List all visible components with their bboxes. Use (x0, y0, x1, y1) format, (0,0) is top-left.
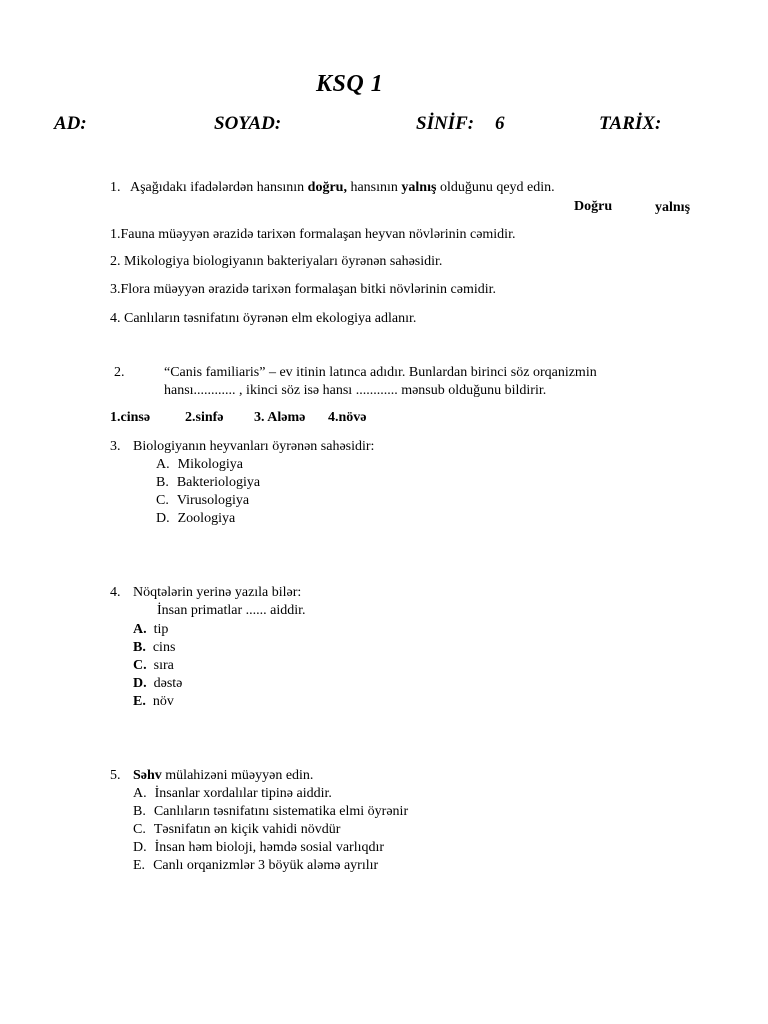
option-c (133, 822, 340, 838)
option-letter: A. (133, 622, 147, 637)
name-label: AD: (54, 113, 87, 134)
option-text: sıra (153, 658, 174, 673)
emphasis-false: yalnış (401, 180, 437, 195)
class-label: SİNİF: (416, 113, 475, 134)
option-text: İnsanlar xordalılar tipinə aiddir. (154, 786, 332, 801)
column-header-false: yalnış (655, 200, 691, 215)
column-header-true: Doğru (574, 199, 613, 214)
question-number: 2. (114, 365, 125, 380)
option-c (133, 658, 174, 674)
question-number: 4. (110, 585, 121, 600)
option-b (156, 475, 260, 491)
question-number: 1. (110, 180, 121, 195)
question-3-text: Biologiyanın heyvanları öyrənən sahəsidir: (133, 439, 375, 454)
option-letter: A. (156, 457, 170, 472)
option-text: İnsan həm bioloji, həmdə sosial varlıqdır (154, 840, 385, 855)
option-letter: E. (133, 694, 146, 709)
option-b (133, 804, 408, 820)
option-letter: D. (133, 676, 147, 691)
question-5-text (133, 768, 313, 784)
surname-label: SOYAD: (214, 113, 282, 134)
statement-3: 3.Flora müəyyən ərazidə tarixən formalaşan bitki növlərinin cəmidir. (110, 282, 497, 297)
option-a (156, 457, 243, 473)
option-text: Canlıların təsnifatını sistematika elmi öyrənir (153, 804, 409, 819)
statement-4: 4. Canlıların təsnifatını öyrənən elm ekologiya adlanır. (110, 311, 417, 326)
question-number: 3. (110, 439, 121, 454)
option-letter: C. (133, 658, 147, 673)
option-e (133, 694, 174, 710)
option-c (156, 493, 249, 509)
option-2: 2.sinfə (185, 410, 224, 425)
option-letter: B. (133, 804, 146, 819)
question-4-sentence: İnsan primatlar ...... aiddir. (157, 603, 306, 618)
option-letter: E. (133, 858, 146, 873)
question-2-line-1: “Canis familiaris” – ev itinin latınca adıdır. Bunlardan birinci söz orqanizmin (164, 365, 597, 380)
question-text: olduğunu qeyd edin. (439, 180, 555, 195)
option-b (133, 640, 175, 656)
option-text: Bakteriologiya (176, 475, 261, 490)
option-letter: B. (133, 640, 146, 655)
question-number: 5. (110, 768, 121, 783)
question-2-line-2: hansı............ , ikinci söz isə hansı ............ mənsub olduğunu bildirir. (164, 383, 547, 398)
option-letter: C. (133, 822, 146, 837)
question-4-text: Nöqtələrin yerinə yazıla bilər: (133, 585, 302, 600)
page-title: KSQ 1 (316, 71, 384, 97)
option-a (133, 786, 332, 802)
option-text: Mikologiya (177, 457, 243, 472)
option-letter: C. (156, 493, 169, 508)
option-text: növ (152, 694, 174, 709)
emphasis-true: doğru, (307, 180, 347, 195)
question-text: hansının (350, 180, 398, 195)
question-1-prompt (110, 180, 555, 196)
option-text: Canlı orqanizmlər 3 böyük aləmə ayrılır (153, 858, 379, 873)
option-d (133, 676, 182, 692)
class-value: 6 (495, 113, 505, 134)
option-text: tip (153, 622, 169, 637)
option-text: dəstə (153, 676, 183, 691)
option-a (133, 622, 168, 638)
option-letter: D. (156, 511, 170, 526)
emphasis-wrong: Səhv (133, 768, 162, 783)
option-letter: A. (133, 786, 147, 801)
option-text: Zoologiya (177, 511, 236, 526)
option-letter: B. (156, 475, 169, 490)
option-text: cins (152, 640, 176, 655)
question-text: mülahizəni müəyyən edin. (165, 768, 314, 783)
date-label: TARİX: (599, 113, 662, 134)
option-1: 1.cinsə (110, 410, 151, 425)
statement-2: 2. Mikologiya biologiyanın bakteriyaları öyrənən sahəsidir. (110, 254, 443, 269)
option-4: 4.növə (328, 410, 367, 425)
option-d (156, 511, 235, 527)
question-text: Aşağıdakı ifadələrdən hansının (130, 180, 305, 195)
option-text: Virusologiya (176, 493, 250, 508)
option-d (133, 840, 384, 856)
option-text: Təsnifatın ən kiçik vahidi növdür (153, 822, 341, 837)
option-3: 3. Aləmə (254, 410, 306, 425)
option-e (133, 858, 378, 874)
statement-1: 1.Fauna müəyyən ərazidə tarixən formalaşan heyvan növlərinin cəmidir. (110, 227, 516, 242)
option-letter: D. (133, 840, 147, 855)
